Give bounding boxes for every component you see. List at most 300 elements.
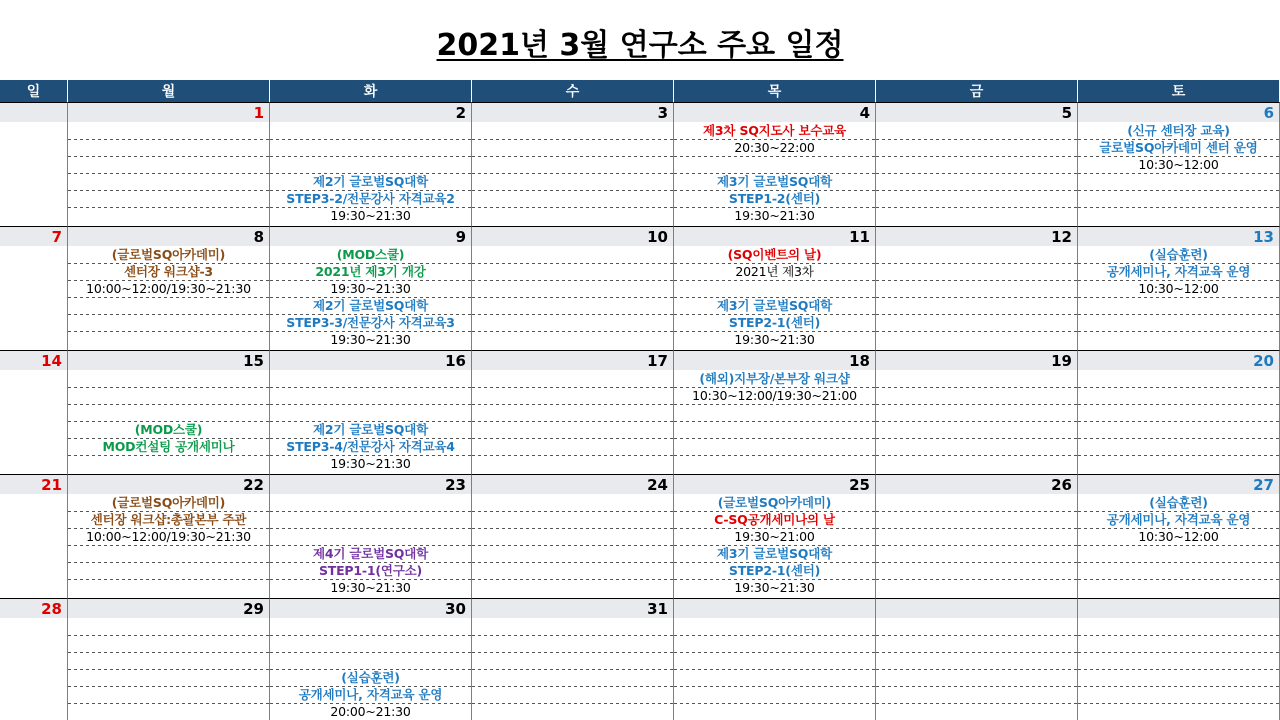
empty-line: [1078, 545, 1279, 562]
event-line: 20:30~22:00: [734, 140, 815, 155]
weekday-header-mon: 월: [68, 80, 270, 102]
event-line: 20:00~21:30: [330, 704, 411, 719]
event-line: (실습훈련): [341, 670, 400, 685]
event-line: C-SQ공개세미나의 날: [714, 512, 835, 527]
empty-line: [68, 156, 269, 173]
event-line: 19:30~21:30: [330, 580, 411, 595]
empty-line: [0, 246, 67, 263]
event-line: (MOD스쿨): [336, 247, 405, 262]
empty-line: [1078, 635, 1279, 652]
empty-line: [0, 263, 67, 280]
empty-line: [68, 635, 269, 652]
empty-line: [270, 370, 471, 387]
day-number: 4: [859, 104, 870, 122]
empty-line: [0, 438, 67, 455]
event-line: 제3기 글로벌SQ대학: [716, 174, 832, 189]
empty-line: [0, 387, 67, 404]
day-number: 22: [243, 476, 264, 494]
event-line: 19:30~21:30: [734, 208, 815, 223]
empty-line: [472, 618, 673, 635]
event-lines: [1078, 370, 1279, 472]
calendar-day-cell: [876, 350, 1078, 474]
calendar-day-cell: [472, 102, 674, 226]
event-lines: [472, 122, 673, 224]
empty-line: [876, 156, 1077, 173]
event-line: STEP1-1(연구소): [318, 563, 423, 578]
empty-line: [674, 438, 875, 455]
empty-line: [674, 421, 875, 438]
calendar-day-cell: [876, 102, 1078, 226]
calendar-day-cell: [1078, 226, 1280, 350]
empty-line: [0, 455, 67, 472]
empty-line: [1078, 686, 1279, 703]
empty-line: [674, 455, 875, 472]
event-lines: [674, 618, 875, 720]
empty-line: [68, 562, 269, 579]
empty-line: [0, 703, 67, 720]
empty-line: [472, 494, 673, 511]
day-number: 20: [1253, 352, 1274, 370]
empty-line: [674, 635, 875, 652]
empty-line: [0, 421, 67, 438]
empty-line: [876, 579, 1077, 596]
empty-line: [472, 635, 673, 652]
calendar-day-cell: [270, 350, 472, 474]
day-number: 26: [1051, 476, 1072, 494]
calendar-day-cell: [68, 598, 270, 720]
event-lines: [1078, 618, 1279, 720]
empty-line: [472, 387, 673, 404]
event-line: STEP3-3/전문강사 자격교육3: [286, 315, 455, 330]
empty-line: [472, 122, 673, 139]
empty-line: [876, 686, 1077, 703]
event-line: (글로벌SQ아카데미): [717, 495, 832, 510]
weekday-header-sat: 토: [1078, 80, 1280, 102]
empty-line: [68, 314, 269, 331]
event-lines: [68, 618, 269, 720]
empty-line: [0, 579, 67, 596]
empty-line: [472, 579, 673, 596]
empty-line: [876, 207, 1077, 224]
day-number: 18: [849, 352, 870, 370]
empty-line: [68, 173, 269, 190]
empty-line: [68, 703, 269, 720]
event-lines: [0, 246, 67, 348]
empty-line: [876, 314, 1077, 331]
empty-line: [876, 545, 1077, 562]
empty-line: [472, 703, 673, 720]
empty-line: [0, 652, 67, 669]
empty-line: [876, 280, 1077, 297]
event-lines: [472, 246, 673, 348]
empty-line: [876, 297, 1077, 314]
event-line: 19:30~21:30: [734, 580, 815, 595]
event-lines: [68, 494, 269, 596]
day-number: 9: [455, 228, 466, 246]
empty-line: [1078, 455, 1279, 472]
empty-line: [0, 314, 67, 331]
empty-line: [270, 387, 471, 404]
calendar-day-cell: [0, 102, 68, 226]
calendar-day-cell: [674, 102, 876, 226]
event-line: (SQ이벤트의 날): [727, 247, 822, 262]
empty-line: [876, 511, 1077, 528]
day-number: 27: [1253, 476, 1274, 494]
empty-line: [472, 139, 673, 156]
empty-line: [876, 703, 1077, 720]
calendar-day-cell: [1078, 102, 1280, 226]
empty-line: [876, 173, 1077, 190]
empty-line: [0, 404, 67, 421]
event-lines: [270, 494, 471, 596]
calendar-grid: [0, 80, 1280, 720]
empty-line: [876, 494, 1077, 511]
calendar-day-cell: [876, 598, 1078, 720]
empty-line: [1078, 652, 1279, 669]
event-lines: [1078, 122, 1279, 224]
empty-line: [472, 297, 673, 314]
event-line: 제2기 글로벌SQ대학: [312, 422, 428, 437]
event-lines: [270, 246, 471, 348]
day-number: 17: [647, 352, 668, 370]
empty-line: [0, 686, 67, 703]
empty-line: [1078, 370, 1279, 387]
empty-line: [472, 331, 673, 348]
event-line: 19:30~21:30: [734, 332, 815, 347]
event-line: (신규 센터장 교육): [1127, 123, 1230, 138]
calendar-day-cell: [0, 226, 68, 350]
empty-line: [0, 669, 67, 686]
empty-line: [472, 421, 673, 438]
empty-line: [876, 669, 1077, 686]
calendar-day-cell: [270, 226, 472, 350]
empty-line: [270, 528, 471, 545]
empty-line: [0, 545, 67, 562]
empty-line: [876, 122, 1077, 139]
day-number: 8: [253, 228, 264, 246]
empty-line: [1078, 207, 1279, 224]
day-number: 21: [41, 476, 62, 494]
day-number: 29: [243, 600, 264, 618]
event-line: 센터장 워크샵-3: [124, 264, 213, 279]
empty-line: [1078, 618, 1279, 635]
empty-line: [674, 686, 875, 703]
event-line: 글로벌SQ아카데미 센터 운영: [1099, 140, 1258, 155]
calendar-day-cell: [68, 226, 270, 350]
event-line: 제2기 글로벌SQ대학: [312, 298, 428, 313]
empty-line: [472, 438, 673, 455]
empty-line: [472, 190, 673, 207]
day-number: 28: [41, 600, 62, 618]
event-line: 10:30~12:00: [1138, 529, 1219, 544]
empty-line: [674, 652, 875, 669]
empty-line: [1078, 173, 1279, 190]
day-number: 23: [445, 476, 466, 494]
event-line: 19:30~21:30: [330, 332, 411, 347]
event-lines: [270, 370, 471, 472]
empty-line: [1078, 190, 1279, 207]
event-line: (실습훈련): [1149, 495, 1208, 510]
event-line: 10:30~12:00: [1138, 157, 1219, 172]
empty-line: [270, 404, 471, 421]
event-lines: [876, 122, 1077, 224]
empty-line: [1078, 562, 1279, 579]
event-lines: [270, 122, 471, 224]
empty-line: [1078, 314, 1279, 331]
calendar-day-cell: [674, 350, 876, 474]
empty-line: [68, 579, 269, 596]
day-number: 6: [1263, 104, 1274, 122]
event-line: 2021년 제3기 개강: [315, 264, 426, 279]
empty-line: [876, 190, 1077, 207]
weekday-header-sun: 일: [0, 80, 68, 102]
event-line: 제2기 글로벌SQ대학: [312, 174, 428, 189]
calendar-day-cell: [68, 350, 270, 474]
empty-line: [68, 331, 269, 348]
day-number: 3: [657, 104, 668, 122]
event-line: (글로벌SQ아카데미): [111, 495, 226, 510]
empty-line: [1078, 297, 1279, 314]
event-line: 공개세미나, 자격교육 운영: [1106, 512, 1251, 527]
event-lines: [674, 246, 875, 348]
day-number: 14: [41, 352, 62, 370]
empty-line: [1078, 331, 1279, 348]
empty-line: [876, 635, 1077, 652]
empty-line: [1078, 669, 1279, 686]
empty-line: [472, 246, 673, 263]
event-line: (MOD스쿨): [134, 422, 203, 437]
empty-line: [876, 528, 1077, 545]
empty-line: [270, 156, 471, 173]
empty-line: [0, 494, 67, 511]
day-number: 30: [445, 600, 466, 618]
empty-line: [876, 404, 1077, 421]
empty-line: [674, 618, 875, 635]
empty-line: [472, 528, 673, 545]
calendar-day-cell: [674, 474, 876, 598]
empty-line: [68, 686, 269, 703]
empty-line: [876, 139, 1077, 156]
calendar-day-cell: [68, 102, 270, 226]
empty-line: [472, 314, 673, 331]
weekday-header-tue: 화: [270, 80, 472, 102]
empty-line: [876, 263, 1077, 280]
empty-line: [68, 669, 269, 686]
day-number: 16: [445, 352, 466, 370]
empty-line: [876, 421, 1077, 438]
empty-line: [0, 156, 67, 173]
calendar-day-cell: [0, 598, 68, 720]
calendar-day-cell: [472, 598, 674, 720]
day-number: 24: [647, 476, 668, 494]
event-lines: [876, 246, 1077, 348]
empty-line: [472, 562, 673, 579]
empty-line: [68, 545, 269, 562]
event-line: (해외)지부장/본부장 워크샵: [699, 371, 850, 386]
empty-line: [876, 387, 1077, 404]
empty-line: [0, 635, 67, 652]
empty-line: [0, 618, 67, 635]
day-number: 25: [849, 476, 870, 494]
event-line: (실습훈련): [1149, 247, 1208, 262]
empty-line: [68, 297, 269, 314]
empty-line: [1078, 438, 1279, 455]
empty-line: [68, 652, 269, 669]
empty-line: [68, 387, 269, 404]
empty-line: [0, 139, 67, 156]
page-title: [0, 20, 1280, 64]
calendar-day-cell: [270, 598, 472, 720]
event-line: 10:00~12:00/19:30~21:30: [86, 529, 251, 544]
empty-line: [472, 652, 673, 669]
event-lines: [674, 370, 875, 472]
empty-line: [876, 438, 1077, 455]
empty-line: [674, 703, 875, 720]
event-lines: [270, 618, 471, 720]
calendar-day-cell: [0, 474, 68, 598]
empty-line: [674, 280, 875, 297]
empty-line: [1078, 579, 1279, 596]
calendar-day-cell: [1078, 598, 1280, 720]
event-lines: [68, 246, 269, 348]
event-line: 10:00~12:00/19:30~21:30: [86, 281, 251, 296]
page-title-text: 2021년 3월 연구소 주요 일정: [436, 28, 844, 63]
empty-line: [68, 190, 269, 207]
event-lines: [876, 494, 1077, 596]
empty-line: [68, 455, 269, 472]
empty-line: [674, 156, 875, 173]
empty-line: [270, 652, 471, 669]
empty-line: [1078, 421, 1279, 438]
day-number: 31: [647, 600, 668, 618]
empty-line: [270, 618, 471, 635]
empty-line: [68, 139, 269, 156]
event-line: 제3기 글로벌SQ대학: [716, 546, 832, 561]
event-line: 19:30~21:30: [330, 456, 411, 471]
empty-line: [0, 190, 67, 207]
day-number: 7: [51, 228, 62, 246]
empty-line: [472, 669, 673, 686]
calendar-day-cell: [472, 226, 674, 350]
empty-line: [270, 511, 471, 528]
empty-line: [472, 370, 673, 387]
empty-line: [876, 370, 1077, 387]
empty-line: [0, 173, 67, 190]
empty-line: [472, 686, 673, 703]
calendar-day-cell: [0, 350, 68, 474]
empty-line: [876, 331, 1077, 348]
event-line: 제3기 글로벌SQ대학: [716, 298, 832, 313]
event-line: 센터장 워크샵:총괄본부 주관: [90, 512, 247, 527]
empty-line: [472, 545, 673, 562]
event-lines: [472, 494, 673, 596]
day-number: 2: [455, 104, 466, 122]
day-number: 12: [1051, 228, 1072, 246]
empty-line: [0, 207, 67, 224]
event-line: 19:30~21:30: [330, 281, 411, 296]
event-lines: [876, 618, 1077, 720]
empty-line: [1078, 387, 1279, 404]
calendar-day-cell: [68, 474, 270, 598]
event-line: (글로벌SQ아카데미): [111, 247, 226, 262]
event-line: STEP1-2(센터): [728, 191, 821, 206]
event-lines: [0, 494, 67, 596]
empty-line: [472, 280, 673, 297]
event-line: 2021년 제3차: [735, 264, 814, 279]
day-number: 15: [243, 352, 264, 370]
weekday-header-thu: 목: [674, 80, 876, 102]
event-line: 10:30~12:00/19:30~21:00: [692, 388, 857, 403]
empty-line: [0, 122, 67, 139]
calendar-day-cell: [876, 474, 1078, 598]
event-lines: [674, 122, 875, 224]
day-number: 10: [647, 228, 668, 246]
event-lines: [0, 370, 67, 472]
empty-line: [1078, 404, 1279, 421]
empty-line: [68, 404, 269, 421]
empty-line: [674, 669, 875, 686]
calendar-day-cell: [674, 226, 876, 350]
empty-line: [0, 280, 67, 297]
day-number: 5: [1061, 104, 1072, 122]
empty-line: [876, 455, 1077, 472]
empty-line: [472, 173, 673, 190]
day-number: 1: [253, 104, 264, 122]
event-line: MOD컨설팅 공개세미나: [102, 439, 235, 454]
weekday-header-wed: 수: [472, 80, 674, 102]
empty-line: [270, 494, 471, 511]
empty-line: [472, 263, 673, 280]
event-line: 공개세미나, 자격교육 운영: [1106, 264, 1251, 279]
event-line: 제4기 글로벌SQ대학: [312, 546, 428, 561]
event-lines: [1078, 246, 1279, 348]
empty-line: [68, 207, 269, 224]
day-number: 11: [849, 228, 870, 246]
empty-line: [0, 528, 67, 545]
empty-line: [270, 139, 471, 156]
calendar-day-cell: [270, 102, 472, 226]
empty-line: [472, 511, 673, 528]
empty-line: [876, 246, 1077, 263]
event-line: 공개세미나, 자격교육 운영: [298, 687, 443, 702]
empty-line: [0, 331, 67, 348]
event-line: 19:30~21:30: [330, 208, 411, 223]
event-lines: [68, 370, 269, 472]
event-lines: [1078, 494, 1279, 596]
empty-line: [0, 297, 67, 314]
empty-line: [0, 370, 67, 387]
calendar-day-cell: [270, 474, 472, 598]
calendar-day-cell: [674, 598, 876, 720]
calendar-day-cell: [472, 350, 674, 474]
event-line: STEP2-1(센터): [728, 315, 821, 330]
day-number: 13: [1253, 228, 1274, 246]
event-line: 10:30~12:00: [1138, 281, 1219, 296]
event-lines: [68, 122, 269, 224]
event-line: STEP3-2/전문강사 자격교육2: [286, 191, 455, 206]
empty-line: [68, 618, 269, 635]
event-lines: [674, 494, 875, 596]
empty-line: [876, 652, 1077, 669]
calendar-day-cell: [472, 474, 674, 598]
empty-line: [674, 404, 875, 421]
empty-line: [1078, 703, 1279, 720]
event-line: 19:30~21:00: [734, 529, 815, 544]
empty-line: [68, 370, 269, 387]
empty-line: [876, 562, 1077, 579]
event-lines: [876, 370, 1077, 472]
calendar-day-cell: [876, 226, 1078, 350]
